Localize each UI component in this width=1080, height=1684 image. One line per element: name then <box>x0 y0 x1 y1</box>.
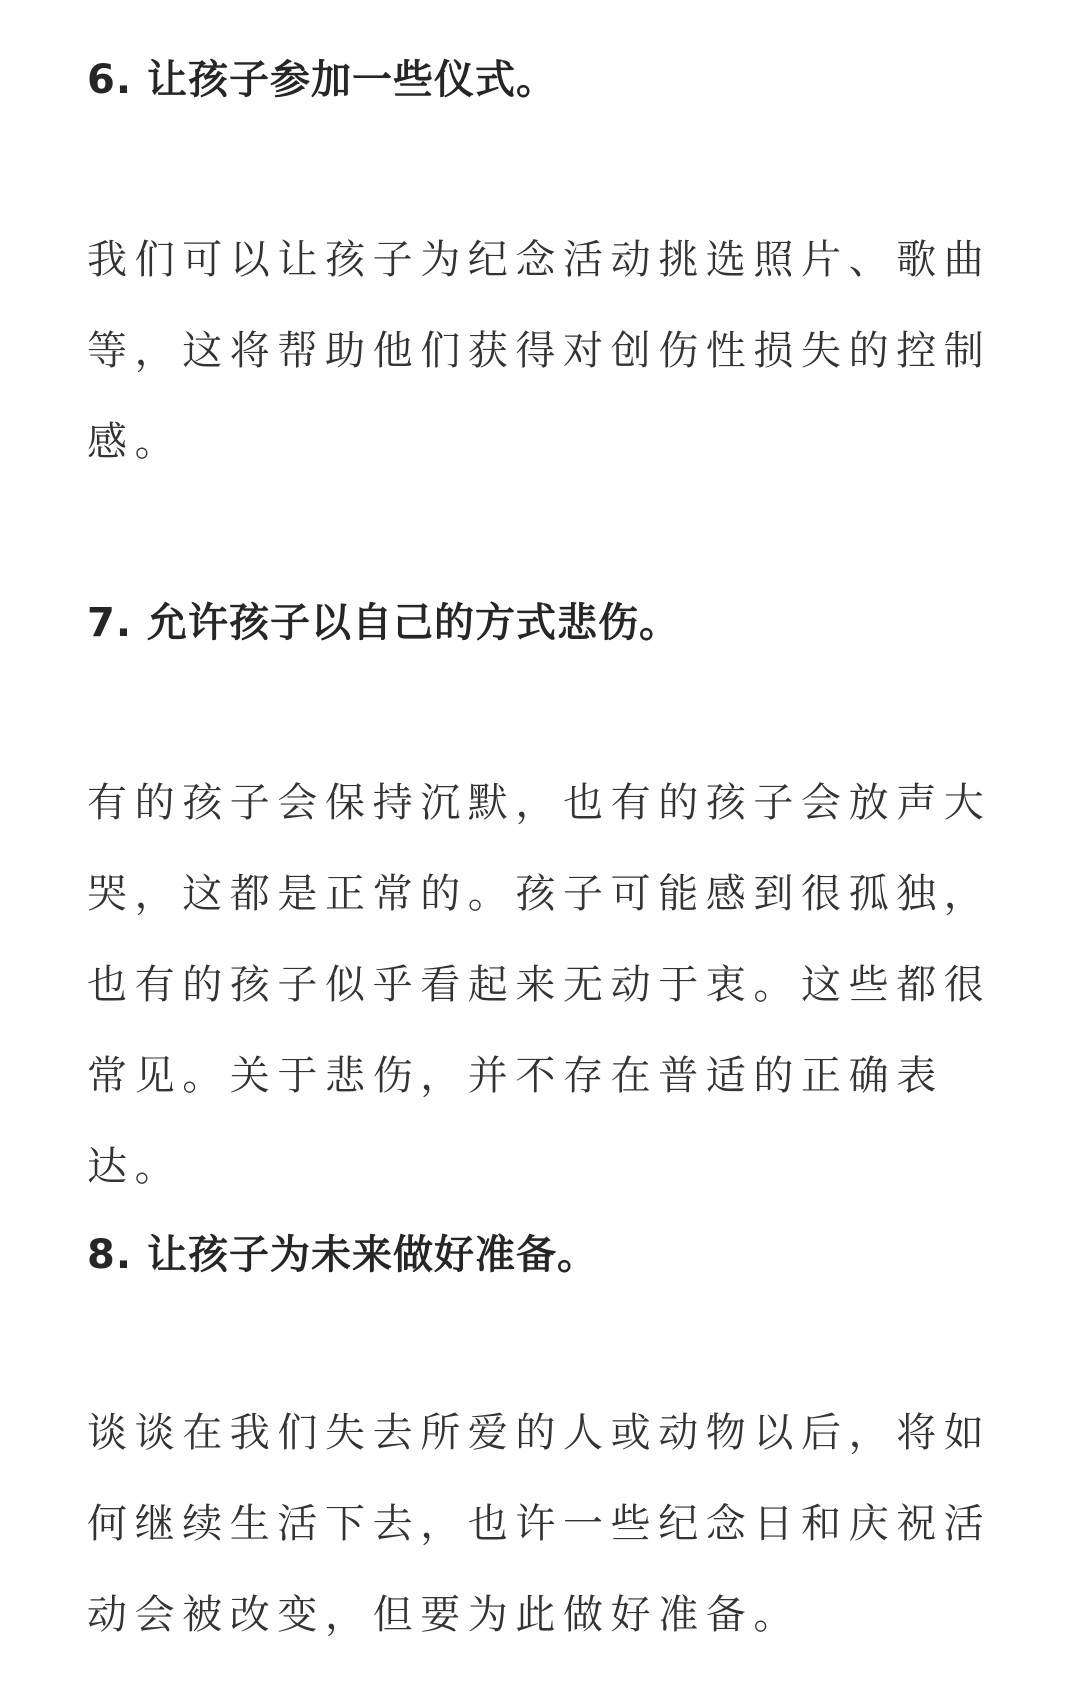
section-heading-7: 7. 允许孩子以自己的方式悲伤。 <box>87 600 680 646</box>
section-body-8: 谈谈在我们失去所爱的人或动物以后，将如何继续生活下去，也许一些纪念日和庆祝活动会被改变，但要为此做好准备。 <box>87 1410 992 1638</box>
section-body-6: 我们可以让孩子为纪念活动挑选照片、歌曲等，这将帮助他们获得对创伤性损失的控制感。 <box>87 237 992 465</box>
section-heading-6: 6. 让孩子参加一些仪式。 <box>87 57 557 103</box>
section-heading-8: 8. 让孩子为未来做好准备。 <box>87 1232 598 1278</box>
section-body-7: 有的孩子会保持沉默，也有的孩子会放声大哭，这都是正常的。孩子可能感到很孤独，也有的孩子似乎看起来无动于衷。这些都很常见。关于悲伤，并不存在普适的正确表达。 <box>87 780 992 1190</box>
